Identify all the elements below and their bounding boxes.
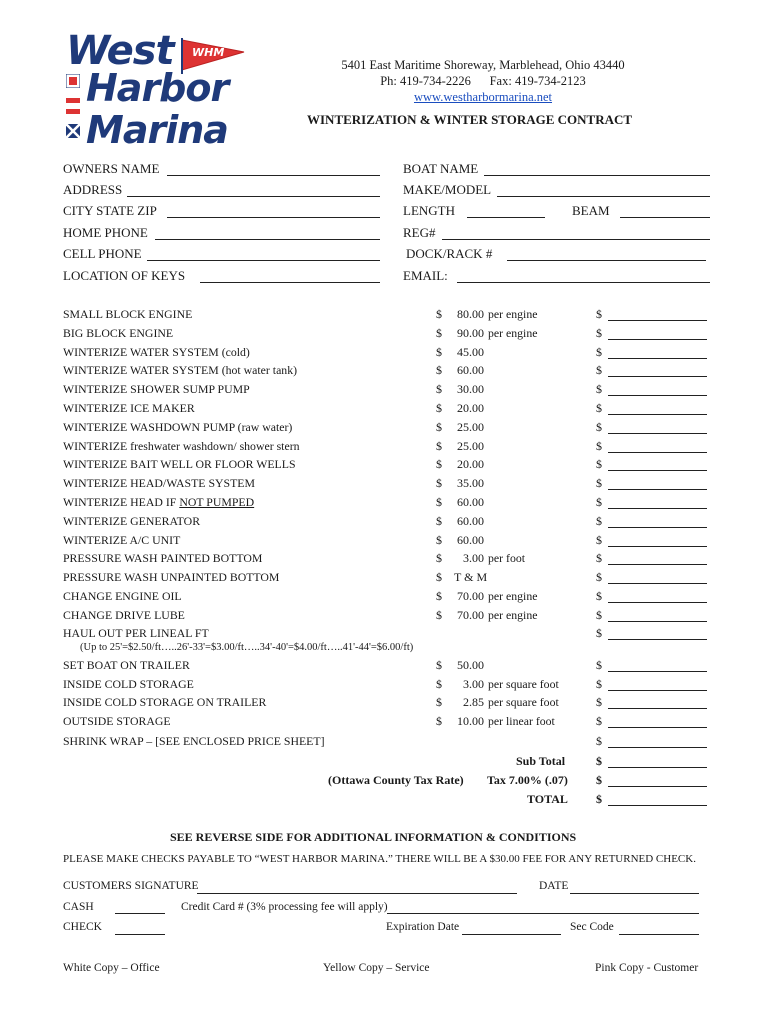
amount-field[interactable] (608, 583, 707, 584)
price-dollar-sign: $ (436, 325, 442, 340)
page-title: WINTERIZATION & WINTER STORAGE CONTRACT (307, 112, 633, 127)
home-phone-field[interactable] (155, 239, 380, 240)
service-name: INSIDE COLD STORAGE ON TRAILER (63, 695, 267, 710)
price-dollar-sign: $ (436, 438, 442, 453)
amount-field[interactable] (608, 671, 707, 672)
amount-dollar-sign: $ (596, 476, 602, 491)
amount-dollar-sign: $ (596, 714, 602, 729)
pennant-text: WHM (192, 46, 225, 59)
service-name: CHANGE DRIVE LUBE (63, 607, 185, 622)
price-dollar-sign: $ (436, 676, 442, 691)
amount-field[interactable] (608, 470, 707, 471)
date-field[interactable] (570, 893, 699, 894)
signal-flag-icon (66, 124, 80, 138)
amount-dollar-sign: $ (596, 382, 602, 397)
service-unit: per engine (488, 307, 538, 321)
service-price: 25.00 (457, 438, 484, 453)
logo-word-west: West (66, 28, 174, 74)
price-dollar-sign: $ (436, 695, 442, 710)
city-state-zip-field[interactable] (167, 217, 380, 218)
tax-label: Tax 7.00% (.07) (487, 773, 568, 787)
boat-name-field[interactable] (484, 175, 710, 176)
total-dollar: $ (596, 792, 602, 806)
shrink-wrap-amount-dollar: $ (596, 734, 602, 748)
dock-rack-label: DOCK/RACK # (406, 246, 493, 261)
price-dollar-sign: $ (436, 607, 442, 622)
cell-phone-label: CELL PHONE (63, 246, 142, 261)
amount-dollar-sign: $ (596, 589, 602, 603)
amount-dollar-sign: $ (596, 363, 602, 378)
amount-field[interactable] (608, 690, 707, 691)
amount-field[interactable] (608, 433, 707, 434)
amount-dollar-sign: $ (596, 658, 602, 672)
amount-dollar-sign: $ (596, 401, 602, 415)
amount-field[interactable] (608, 564, 707, 565)
service-price: 3.00 (463, 551, 484, 566)
service-unit: per engine (488, 589, 538, 603)
white-copy-label: White Copy – Office (63, 962, 160, 974)
price-dollar-sign: $ (436, 532, 442, 547)
cell-phone-field[interactable] (147, 260, 380, 261)
sec-code-field[interactable] (619, 934, 699, 935)
service-name-emphasis: NOT PUMPED (179, 495, 255, 509)
amount-field[interactable] (608, 508, 707, 509)
email-field[interactable] (457, 282, 710, 283)
address-label: ADDRESS (63, 182, 123, 197)
service-price: 60.00 (457, 495, 484, 509)
service-unit: per square foot (488, 695, 559, 710)
amount-dollar-sign: $ (596, 495, 602, 509)
signature-field[interactable] (197, 893, 517, 894)
amount-field[interactable] (608, 414, 707, 415)
service-price: 60.00 (457, 513, 484, 528)
haul-out-amount-field[interactable] (608, 639, 707, 640)
amount-dollar-sign: $ (596, 438, 602, 453)
amount-field[interactable] (608, 489, 707, 490)
service-name: WINTERIZE GENERATOR (63, 513, 201, 528)
check-label: CHECK (63, 921, 102, 933)
total-field[interactable] (608, 805, 707, 806)
service-name: PRESSURE WASH PAINTED BOTTOM (63, 551, 263, 566)
pink-copy-label: Pink Copy - Customer (595, 962, 699, 974)
service-price: 70.00 (457, 607, 484, 622)
signal-flag-icon (66, 74, 80, 88)
amount-field[interactable] (608, 358, 707, 359)
service-price: 20.00 (457, 401, 484, 415)
service-unit: per engine (488, 325, 538, 340)
amount-field[interactable] (608, 546, 707, 547)
credit-card-label: Credit Card # (3% processing fee will apply) (181, 901, 388, 913)
service-price: T & M (454, 570, 488, 585)
email-label: EMAIL: (403, 268, 448, 283)
subtotal-dollar: $ (596, 754, 602, 768)
make-model-label: MAKE/MODEL (403, 182, 492, 197)
length-label: LENGTH (403, 203, 455, 218)
amount-field[interactable] (608, 621, 707, 622)
sec-code-label: Sec Code (570, 921, 614, 933)
service-name-text: WINTERIZE HEAD IF (63, 495, 180, 509)
amount-field[interactable] (608, 602, 707, 603)
service-price: 80.00 (457, 307, 484, 321)
price-dollar-sign: $ (436, 382, 442, 397)
service-price: 2.85 (463, 695, 484, 710)
total-label: TOTAL (527, 792, 568, 806)
haul-out-amount-dollar: $ (596, 626, 602, 640)
service-price: 90.00 (457, 325, 484, 340)
price-dollar-sign: $ (436, 401, 442, 415)
logo-word-marina: Marina (86, 108, 228, 152)
reg-label: REG# (403, 225, 436, 240)
price-dollar-sign: $ (436, 513, 442, 528)
amount-field[interactable] (608, 727, 707, 728)
amount-dollar-sign: $ (596, 325, 602, 340)
service-price: 10.00 (457, 714, 484, 729)
service-name: INSIDE COLD STORAGE (63, 676, 194, 691)
price-dollar-sign: $ (436, 457, 442, 472)
amount-field[interactable] (608, 452, 707, 453)
signal-flag-icon (66, 98, 80, 114)
amount-dollar-sign: $ (596, 532, 602, 547)
checks-payable-note: PLEASE MAKE CHECKS PAYABLE TO “WEST HARBOR MARINA.” THERE WILL BE A $30.00 FEE FOR ANY RETURNED CHECK. (63, 853, 696, 865)
beam-field[interactable] (620, 217, 710, 218)
dock-rack-field[interactable] (507, 260, 706, 261)
service-name: SMALL BLOCK ENGINE (63, 307, 193, 321)
boat-name-label: BOAT NAME (403, 161, 479, 176)
service-price: 45.00 (457, 344, 484, 359)
service-name: WINTERIZE HEAD/WASTE SYSTEM (63, 476, 256, 491)
reg-field[interactable] (442, 239, 710, 240)
price-dollar-sign: $ (436, 476, 442, 491)
shrink-wrap-label: SHRINK WRAP – [SEE ENCLOSED PRICE SHEET] (63, 734, 325, 748)
amount-field[interactable] (608, 376, 707, 377)
beam-label: BEAM (572, 203, 610, 218)
owners-name-label: OWNERS NAME (63, 161, 160, 176)
service-unit: per linear foot (488, 714, 555, 729)
tax-rate-label: (Ottawa County Tax Rate) (328, 773, 464, 787)
amount-field[interactable] (608, 320, 707, 321)
make-model-field[interactable] (497, 196, 710, 197)
service-price: 20.00 (457, 457, 484, 472)
website-link[interactable]: www.westharbormarina.net (413, 90, 553, 104)
amount-dollar-sign: $ (596, 676, 602, 691)
subtotal-label: Sub Total (516, 754, 566, 768)
price-dollar-sign: $ (436, 495, 442, 509)
service-unit: per engine (488, 607, 538, 622)
service-name (63, 495, 254, 510)
price-dollar-sign: $ (436, 570, 442, 585)
address-field[interactable] (127, 196, 380, 197)
amount-dollar-sign: $ (596, 457, 602, 472)
location-of-keys-field[interactable] (200, 282, 380, 283)
length-field[interactable] (467, 217, 545, 218)
tax-dollar: $ (596, 773, 602, 787)
marina-phone: Ph: 419-734-2226 (380, 74, 471, 88)
west-harbor-marina-logo (60, 28, 250, 156)
owners-name-field[interactable] (167, 175, 380, 176)
service-name: OUTSIDE STORAGE (63, 714, 171, 729)
reverse-side-note: SEE REVERSE SIDE FOR ADDITIONAL INFORMATION & CONDITIONS (170, 830, 577, 844)
service-name: BIG BLOCK ENGINE (63, 325, 174, 340)
price-dollar-sign: $ (436, 658, 442, 672)
service-price: 3.00 (463, 676, 484, 691)
date-label: DATE (539, 880, 569, 892)
service-name: SET BOAT ON TRAILER (63, 658, 190, 672)
marina-fax: Fax: 419-734-2123 (489, 74, 586, 88)
amount-dollar-sign: $ (596, 551, 602, 566)
amount-field[interactable] (608, 527, 707, 528)
haul-out-label: HAUL OUT PER LINEAL FT (63, 626, 209, 640)
shrink-wrap-amount-field[interactable] (608, 747, 707, 748)
service-price: 50.00 (457, 658, 484, 672)
service-name: WINTERIZE SHOWER SUMP PUMP (63, 382, 250, 397)
price-dollar-sign: $ (436, 419, 442, 434)
subtotal-field[interactable] (608, 767, 707, 768)
amount-dollar-sign: $ (596, 344, 602, 359)
amount-dollar-sign: $ (596, 695, 602, 710)
home-phone-label: HOME PHONE (63, 225, 148, 240)
price-dollar-sign: $ (436, 714, 442, 729)
signature-label: CUSTOMERS SIGNATURE (63, 880, 199, 892)
amount-field[interactable] (608, 708, 707, 709)
amount-dollar-sign: $ (596, 570, 602, 585)
price-dollar-sign: $ (436, 551, 442, 566)
price-dollar-sign: $ (436, 307, 442, 321)
logo-word-harbor: Harbor (86, 66, 229, 110)
service-name: WINTERIZE WASHDOWN PUMP (raw water) (63, 419, 293, 434)
service-name: WINTERIZE freshwater washdown/ shower stern (63, 438, 300, 453)
expiration-date-field[interactable] (462, 934, 561, 935)
amount-dollar-sign: $ (596, 419, 602, 434)
service-name: WINTERIZE WATER SYSTEM (cold) (63, 344, 250, 359)
service-name: WINTERIZE ICE MAKER (63, 401, 195, 415)
service-name: WINTERIZE BAIT WELL OR FLOOR WELLS (63, 457, 296, 472)
haul-out-rate-note: (Up to 25'=$2.50/ft…..26'-33'=$3.00/ft…..34'-40'=$4.00/ft…..41'-44'=$6.00/ft) (80, 642, 414, 653)
service-name: WINTERIZE A/C UNIT (63, 532, 181, 547)
price-dollar-sign: $ (436, 363, 442, 378)
check-field[interactable] (115, 934, 165, 935)
website-row (250, 90, 716, 105)
service-name: PRESSURE WASH UNPAINTED BOTTOM (63, 570, 280, 585)
contact-line (250, 74, 716, 89)
location-of-keys-label: LOCATION OF KEYS (63, 268, 186, 283)
cash-label: CASH (63, 901, 94, 913)
amount-field[interactable] (608, 339, 707, 340)
amount-dollar-sign: $ (596, 513, 602, 528)
yellow-copy-label: Yellow Copy – Service (323, 962, 430, 974)
service-price: 30.00 (457, 382, 484, 397)
expiration-date-label: Expiration Date (386, 921, 460, 933)
city-state-zip-label: CITY STATE ZIP (63, 203, 157, 218)
tax-field[interactable] (608, 786, 707, 787)
service-price: 70.00 (457, 589, 484, 603)
amount-dollar-sign: $ (596, 307, 602, 321)
service-price: 60.00 (457, 363, 484, 378)
service-price: 60.00 (457, 532, 484, 547)
marina-address: 5401 East Maritime Shoreway, Marblehead, Ohio 43440 (341, 58, 625, 72)
cash-field[interactable] (115, 913, 165, 914)
price-dollar-sign: $ (436, 344, 442, 359)
service-unit: per square foot (488, 676, 559, 691)
amount-field[interactable] (608, 395, 707, 396)
credit-card-field[interactable] (387, 913, 699, 914)
service-name: WINTERIZE WATER SYSTEM (hot water tank) (63, 363, 298, 378)
amount-dollar-sign: $ (596, 607, 602, 622)
service-price: 25.00 (457, 419, 484, 434)
service-unit: per foot (488, 551, 526, 566)
price-dollar-sign: $ (436, 589, 442, 603)
service-name: CHANGE ENGINE OIL (63, 589, 182, 603)
service-price: 35.00 (457, 476, 484, 491)
